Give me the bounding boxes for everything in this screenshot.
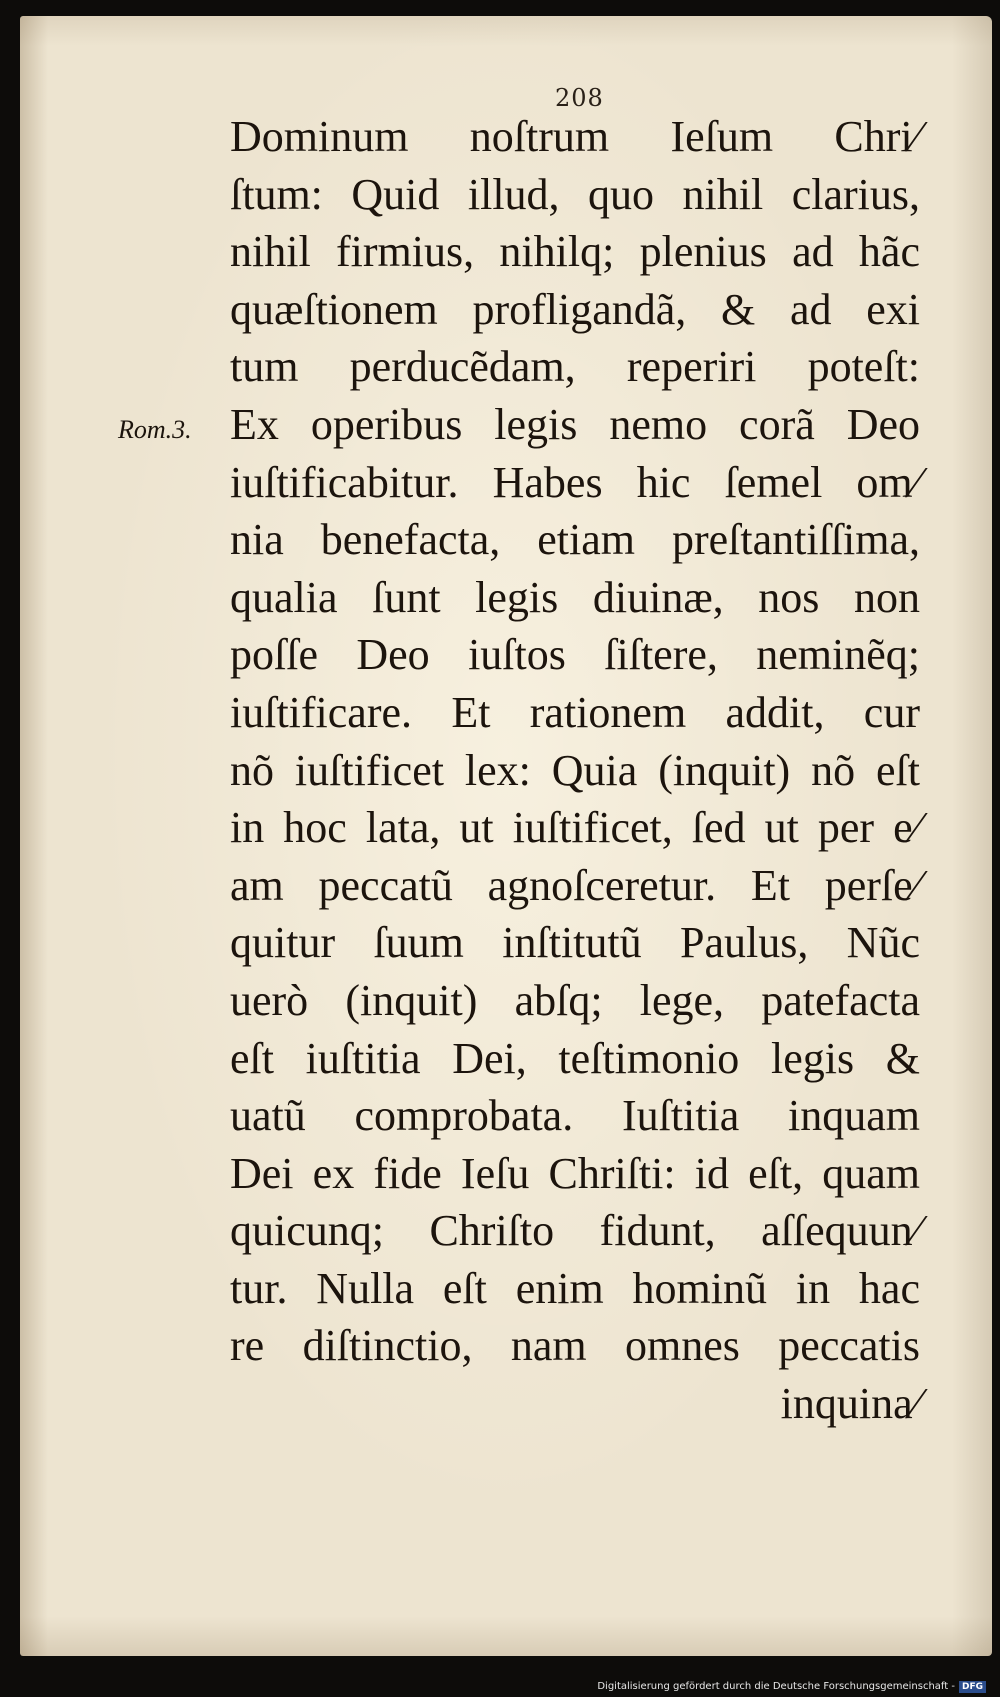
text-line-2: ſtum: Quid illud, quo nihil clarius, <box>230 169 920 219</box>
text-line-21: tur. Nulla eſt enim hominũ in hac <box>230 1263 920 1313</box>
text-line-20: quicunq; Chriſto fidunt, aſſequun⁄ <box>230 1206 920 1256</box>
text-line-16: uerò (inquit) abſq; lege, patefacta <box>230 975 920 1025</box>
text-line-3: nihil firmius, nihilq; plenius ad hãc <box>230 227 920 277</box>
digitization-credit <box>597 1681 986 1693</box>
text-line-6: Ex operibus legis nemo corã Deo <box>230 399 920 449</box>
text-line-22: re diſtinctio, nam omnes peccatis <box>230 1321 920 1371</box>
text-line-11: iuſtificare. Et rationem addit, cur <box>230 687 920 737</box>
text-line-catchword: inquina⁄ <box>780 1379 920 1429</box>
text-line-1: Dominum noſtrum Ieſum Chri⁄ <box>230 112 920 161</box>
text-line-9: qualia ſunt legis diuinæ, nos non <box>230 572 920 622</box>
text-line-13: in hoc lata, ut iuſtificet, ſed ut per e⁄ <box>230 803 920 853</box>
page-number: 208 <box>555 84 604 112</box>
text-line-15: quitur ſuum inſtitutũ Paulus, Nũc <box>230 918 920 968</box>
text-line-17: eſt iuſtitia Dei, teſtimonio legis & <box>230 1033 920 1083</box>
body-text <box>230 108 920 1433</box>
text-line-12: nõ iuſtificet lex: Quia (inquit) nõ eſt <box>230 745 920 795</box>
text-line-14: am peccatũ agnoſceretur. Et perſe⁄ <box>230 860 920 910</box>
text-line-18: uatũ comprobata. Iuſtitia inquam <box>230 1091 920 1141</box>
text-line-8: nia benefacta, etiam preſtantiſſima, <box>230 515 920 565</box>
text-line-4: quæſtionem profligandã, & ad exi <box>230 284 920 334</box>
text-line-5: tum perducẽdam, reperiri poteſt: <box>230 342 920 392</box>
text-line-10: poſſe Deo iuſtos ſiſtere, neminẽq; <box>230 630 920 680</box>
dfg-logo: DFG <box>959 1681 986 1693</box>
text-line-7: iuſtificabitur. Habes hic ſemel om⁄ <box>230 457 920 507</box>
text-line-19: Dei ex fide Ieſu Chriſti: id eſt, quam <box>230 1148 920 1198</box>
credit-text: Digitalisierung gefördert durch die Deutsche Forschungsgemeinschaft - <box>597 1681 955 1692</box>
marginal-note: Rom.3. <box>118 415 192 444</box>
